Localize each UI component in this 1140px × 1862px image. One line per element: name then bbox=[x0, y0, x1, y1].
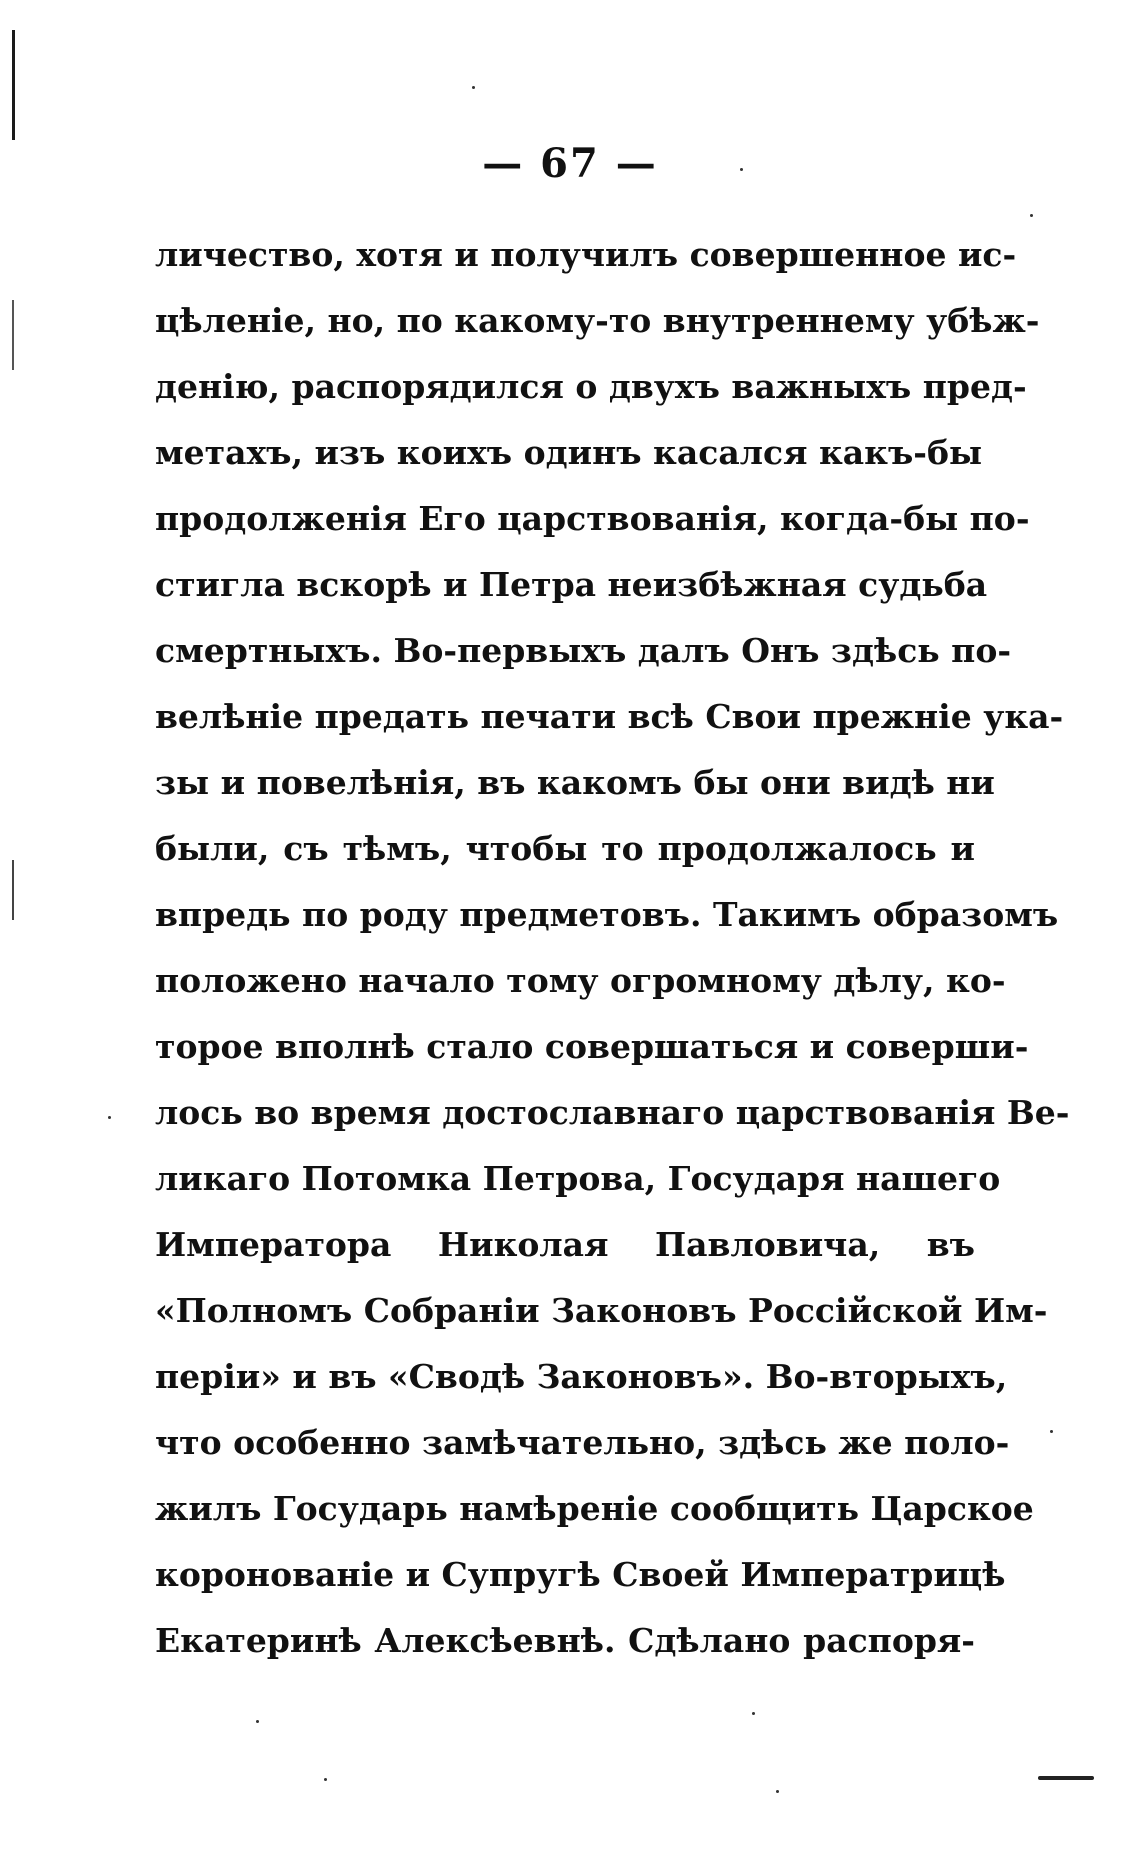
text-line: зы и повелѣнія, въ какомъ бы они видѣ ни bbox=[155, 763, 995, 802]
scan-edge-mark bbox=[12, 300, 14, 370]
text-line: продолженія Его царствованія, когда-бы по- bbox=[155, 499, 1030, 538]
text-line: Екатеринѣ Алексѣевнѣ. Сдѣлано распоря- bbox=[155, 1621, 975, 1660]
page-body-text bbox=[155, 222, 1070, 1674]
text-line: метахъ, изъ коихъ одинъ касался какъ-бы bbox=[155, 433, 983, 472]
scan-speck bbox=[324, 1778, 327, 1781]
text-line: періи» и въ «Сводѣ Законовъ». Во-вторыхъ, bbox=[155, 1357, 1008, 1396]
scan-speck bbox=[256, 1720, 259, 1723]
text-line: смертныхъ. Во-первыхъ далъ Онъ здѣсь по- bbox=[155, 631, 1012, 670]
page-number-header: — 67 — bbox=[482, 140, 658, 187]
scan-speck bbox=[472, 86, 475, 89]
scan-speck bbox=[752, 1712, 755, 1715]
scan-edge-mark bbox=[12, 860, 14, 920]
text-line: лось во время достославнаго царствованія Ве- bbox=[155, 1093, 1070, 1132]
scan-edge-mark bbox=[12, 30, 15, 140]
text-line: велѣніе предать печати всѣ Свои прежніе ука- bbox=[155, 697, 1064, 736]
scan-speck bbox=[1030, 214, 1033, 217]
text-line: впредь по роду предметовъ. Такимъ образомъ bbox=[155, 895, 1059, 934]
scan-speck bbox=[776, 1790, 779, 1793]
scan-speck bbox=[108, 1116, 111, 1119]
text-line: положено начало тому огромному дѣлу, ко- bbox=[155, 961, 1006, 1000]
text-line: стигла вскорѣ и Петра неизбѣжная судьба bbox=[155, 565, 988, 604]
text-line: торое вполнѣ стало совершаться и соверши- bbox=[155, 1027, 1029, 1066]
scan-dash-mark bbox=[1038, 1776, 1094, 1780]
text-line: «Полномъ Собраніи Законовъ Россійской Им- bbox=[155, 1291, 1048, 1330]
text-line: личество, хотя и получилъ совершенное ис- bbox=[155, 235, 1017, 274]
text-line: были, съ тѣмъ, чтобы то продолжалось и bbox=[155, 829, 975, 868]
text-line: цѣленіе, но, по какому-то внутреннему убѣж- bbox=[155, 301, 1040, 340]
text-line: денію, распорядился о двухъ важныхъ пред- bbox=[155, 367, 1027, 406]
scan-speck bbox=[1050, 1430, 1053, 1433]
text-line: ликаго Потомка Петрова, Государя нашего bbox=[155, 1159, 1001, 1198]
text-line: Императора Николая Павловича, въ bbox=[155, 1225, 975, 1264]
text-line: жилъ Государь намѣреніе сообщить Царское bbox=[155, 1489, 1034, 1528]
text-line: что особенно замѣчательно, здѣсь же поло- bbox=[155, 1423, 1010, 1462]
text-line: коронованіе и Супругѣ Своей Императрицѣ bbox=[155, 1555, 1006, 1594]
